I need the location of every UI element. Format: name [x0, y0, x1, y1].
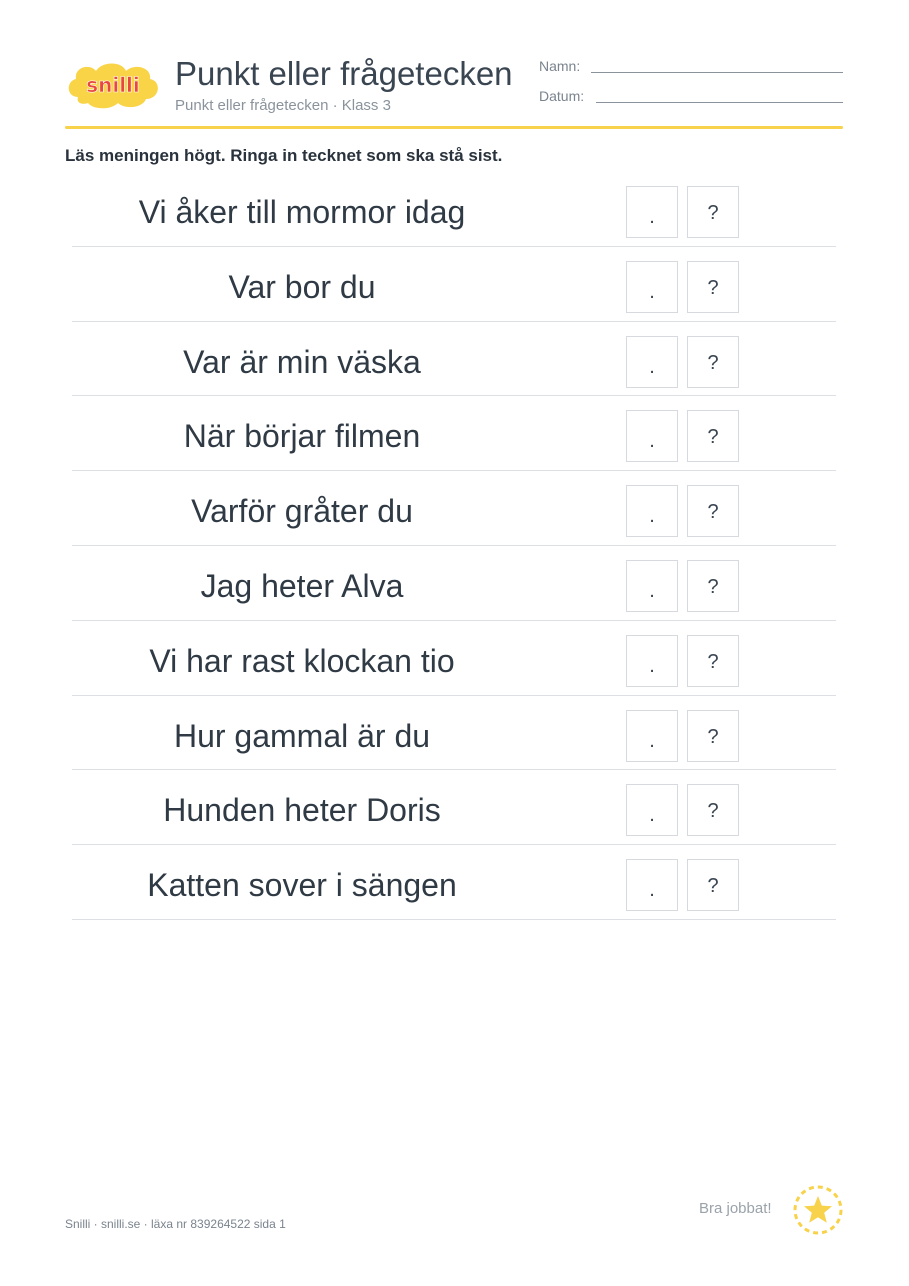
exercise-row — [72, 471, 836, 546]
footer-text: Snilli · snilli.se · läxa nr 839264522 sida 1 — [65, 1217, 286, 1231]
question-mark-option-box[interactable]: ? — [687, 336, 739, 388]
sentence-text: Vi åker till mormor idag — [138, 194, 466, 230]
date-field — [539, 88, 584, 104]
period-option-box[interactable]: . — [626, 410, 678, 462]
page-subtitle: Punkt eller frågetecken · Klass 3 — [175, 97, 391, 114]
name-field — [539, 58, 580, 74]
question-mark-option-box[interactable]: ? — [687, 186, 739, 238]
question-mark-option-box[interactable]: ? — [687, 710, 739, 762]
sentence-text: Hur gammal är du — [173, 717, 431, 754]
period-option-box[interactable]: . — [626, 336, 678, 388]
exercise-row — [72, 621, 836, 696]
period-option-box[interactable]: . — [626, 186, 678, 238]
instruction-text: Läs meningen högt. Ringa in tecknet som ska stå sist. — [65, 146, 503, 165]
praise-text: Bra jobbat! — [699, 1200, 772, 1217]
question-mark-option-box[interactable]: ? — [687, 635, 739, 687]
period-option-box[interactable]: . — [626, 784, 678, 836]
exercise-row — [72, 770, 836, 845]
sentence-text: Jag heter Alva — [200, 567, 404, 604]
question-mark-option-box[interactable]: ? — [687, 410, 739, 462]
date-label: Datum: — [539, 88, 585, 104]
question-mark-option-box[interactable]: ? — [687, 261, 739, 313]
sentence-text: När börjar filmen — [183, 418, 421, 455]
exercise-row — [72, 322, 836, 397]
sentence-text: Vi har rast klockan tio — [149, 642, 455, 679]
exercise-row — [72, 172, 836, 247]
header-divider — [65, 126, 843, 129]
exercise-row — [72, 546, 836, 621]
period-option-box[interactable]: . — [626, 859, 678, 911]
question-mark-option-box[interactable]: ? — [687, 560, 739, 612]
exercise-row — [72, 247, 836, 322]
sentence-text: Katten sover i sängen — [147, 867, 457, 904]
sentence-text: Var är min väska — [183, 343, 421, 380]
sentence-text: Var bor du — [228, 268, 376, 305]
exercise-row — [72, 396, 836, 471]
star-badge-icon — [792, 1184, 844, 1236]
question-mark-option-box[interactable]: ? — [687, 485, 739, 537]
period-option-box[interactable]: . — [626, 261, 678, 313]
question-mark-option-box[interactable]: ? — [687, 784, 739, 836]
sentence-text: Hunden heter Doris — [163, 792, 441, 829]
period-option-box[interactable]: . — [626, 710, 678, 762]
logo-text: snilli — [86, 73, 140, 97]
question-mark-option-box[interactable]: ? — [687, 859, 739, 911]
exercise-row — [72, 845, 836, 920]
exercise-list — [72, 172, 836, 920]
period-option-box[interactable]: . — [626, 485, 678, 537]
snilli-logo — [64, 57, 162, 111]
name-line[interactable] — [591, 72, 843, 73]
sentence-text: Varför gråter du — [191, 493, 413, 530]
period-option-box[interactable]: . — [626, 635, 678, 687]
name-label: Namn: — [539, 58, 581, 74]
period-option-box[interactable]: . — [626, 560, 678, 612]
page-title: Punkt eller frågetecken — [175, 55, 513, 92]
exercise-row — [72, 696, 836, 771]
date-line[interactable] — [596, 102, 843, 103]
